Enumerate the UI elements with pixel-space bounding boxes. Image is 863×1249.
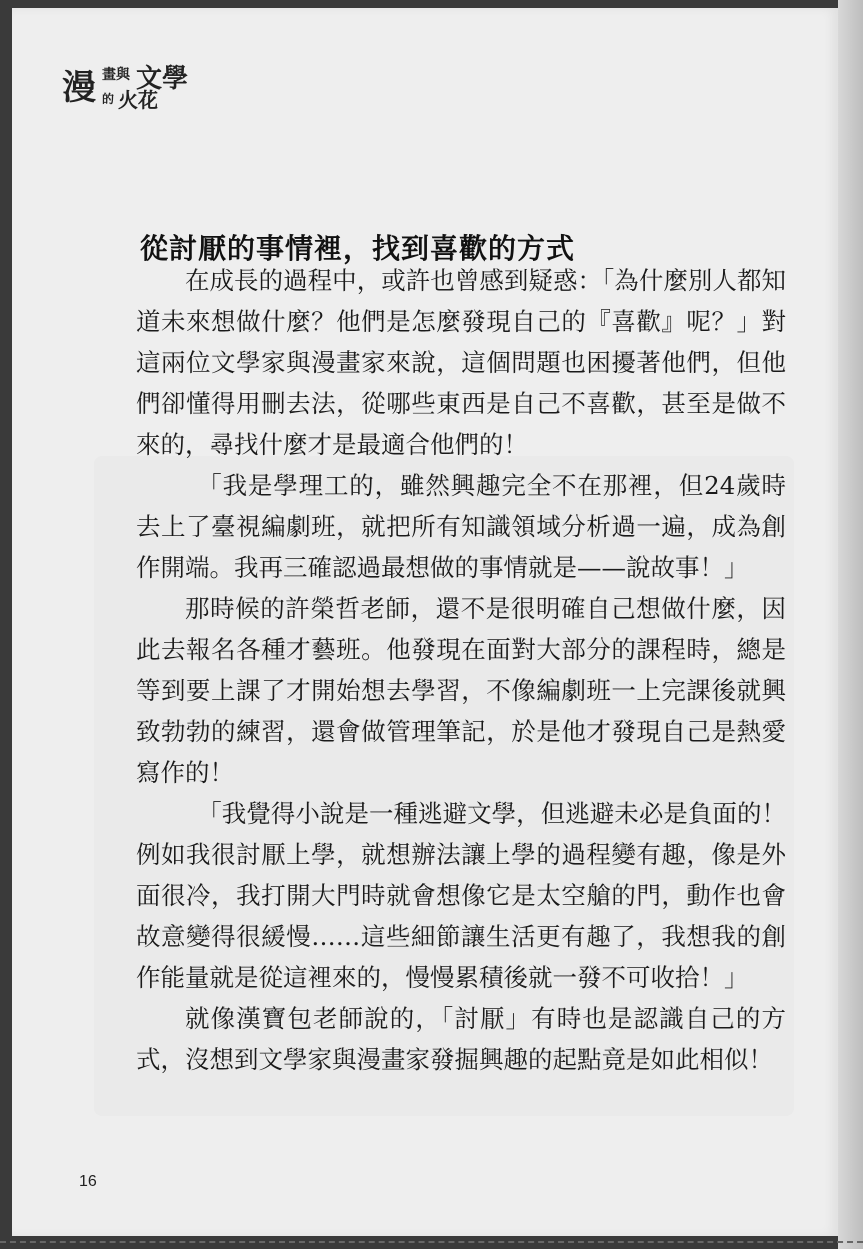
bottom-dashed-border — [0, 1240, 863, 1243]
paragraph-quote: 「我是學理工的，雖然興趣完全不在那裡，但24歲時去上了臺視編劇班，就把所有知識領域分析過一遍，成為創作開端。我再三確認過最想做的事情就是——說故事！」 — [136, 471, 786, 582]
paragraph: 那時候的許榮哲老師，還不是很明確自己想做什麼，因此去報名各種才藝班。他發現在面對大部分的課程時，總是等到要上課了才開始想去學習，不像編劇班一上完課後就興致勃勃的練習，還會做管理筆記，於是他才發現自己是熱愛寫作的！ — [136, 594, 786, 787]
book-page — [12, 8, 838, 1236]
logo-char: 畫與 — [102, 67, 130, 83]
page-number: 16 — [79, 1173, 97, 1190]
logo-char: 火花 — [118, 88, 158, 112]
section-heading: 從討厭的事情裡，找到喜歡的方式 — [140, 232, 576, 266]
logo-char: 漫 — [62, 68, 96, 108]
paragraph: 就像漢寶包老師說的，「討厭」有時也是認識自己的方式，沒想到文學家與漫畫家發掘興趣的起點竟是如此相似！ — [136, 1004, 786, 1074]
paragraph: 在成長的過程中，或許也曾感到疑惑：「為什麼別人都知道未來想做什麼？他們是怎麼發現自己的『喜歡』呢？」對這兩位文學家與漫畫家來說，這個問題也困擾著他們，但他們卻懂得用刪去法，從哪些東西是自己不喜歡，甚至是做不來的，尋找什麼才是最適合他們的！ — [136, 266, 786, 459]
logo-char: 文學 — [136, 64, 189, 94]
page-edge-shadow — [838, 0, 863, 1249]
book-series-logo — [62, 58, 192, 118]
article-body — [136, 260, 786, 1080]
logo-char: 的 — [102, 92, 115, 106]
paragraph-quote: 「我覺得小說是一種逃避文學，但逃避未必是負面的！例如我很討厭上學，就想辦法讓上學的過程變有趣，像是外面很冷，我打開大門時就會想像它是太空艙的門，動作也會故意變得很緩慢……這些細節讓生活更有趣了，我想我的創作能量就是從這裡來的，慢慢累積後就一發不可收拾！」 — [136, 799, 786, 992]
